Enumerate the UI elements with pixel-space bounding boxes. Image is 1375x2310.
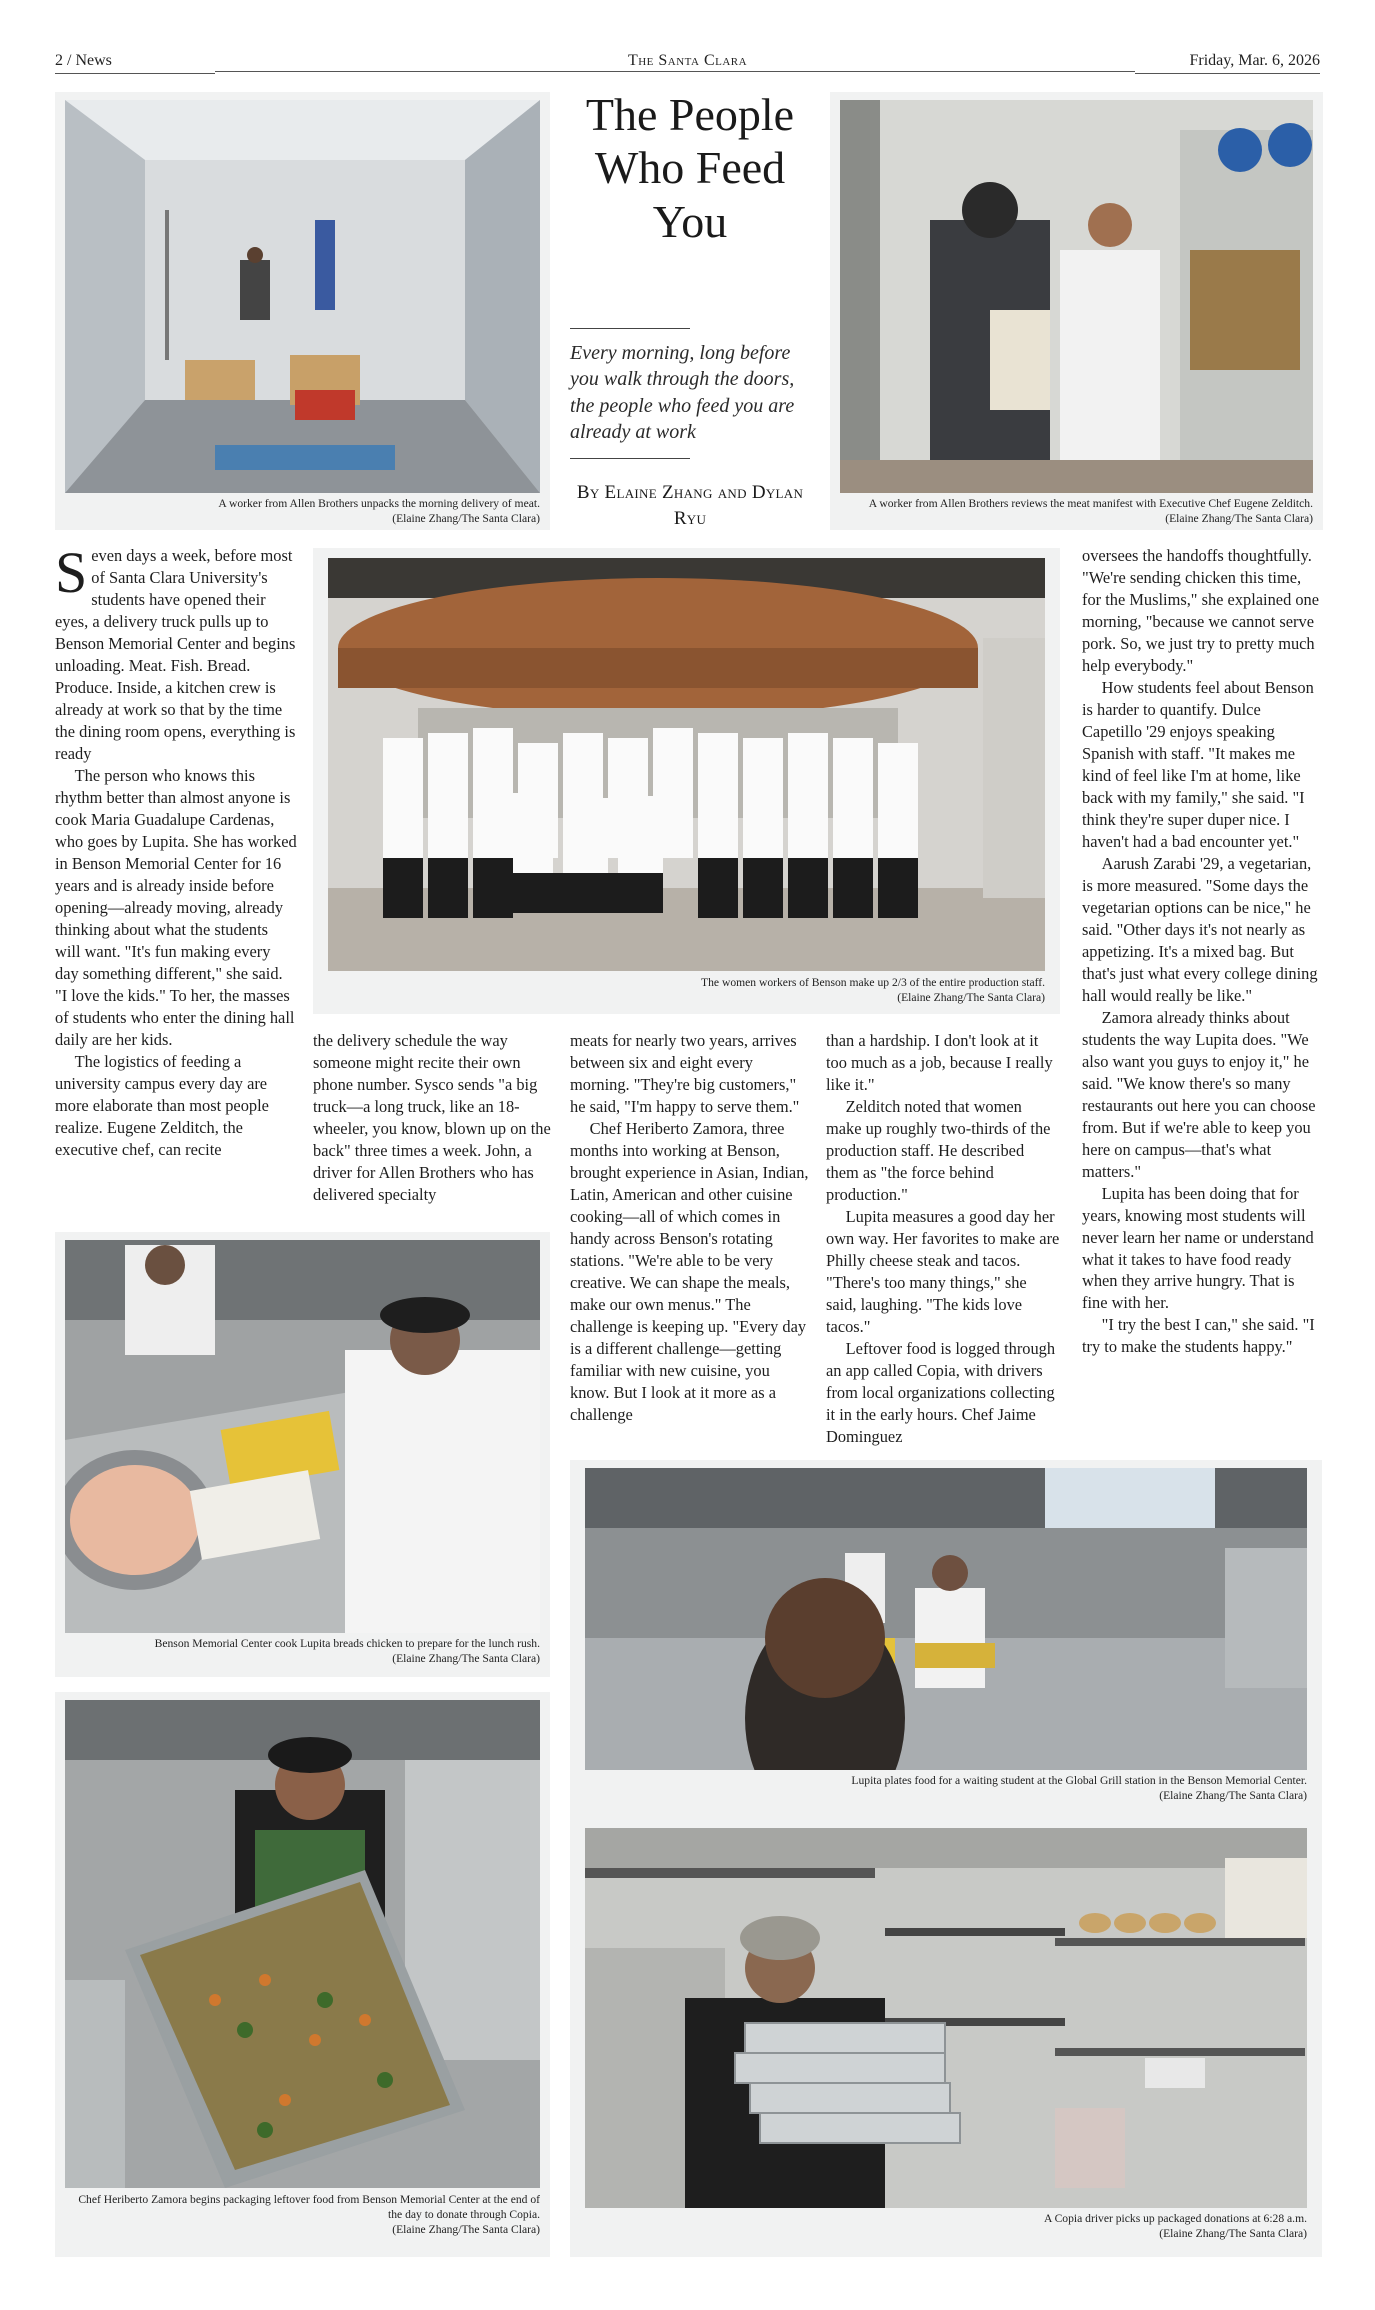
photo-caption-grill: Lupita plates food for a waiting student at the Global Grill station in the Benson Memorial Center. (Elaine Zhang/The Santa Clara) [851,1774,1307,1803]
article-paragraph: than a hardship. I don't look at it too much as a job, because I really like it." [826,1031,1053,1094]
article-paragraph: Seven days a week, before most of Santa Clara University's students have opened their eyes, a delivery truck pulls up to Benson Memorial Center and begins unloading. Meat. Fish. Bread. Produce. Inside, a kitchen crew is already at work so that by the time the dining room opens, everything is ready [55,540,296,763]
article-paragraph: oversees the handoffs thoughtfully. "We're sending chicken this time, for the Muslims," she explained one morning, "because we cannot serve pork. So, we just try to pretty much help everybody." [1082,546,1320,675]
article-paragraph: Zamora already thinks about students the way Lupita does. "We also want you guys to enjoy it," he said. "We know there's so many restaurants out here you can choose from. But if we're able to keep you here on campus—that's what matters." [1082,1007,1316,1181]
article-paragraph: Leftover food is logged through an app called Copia, with drivers from local organizations collecting it in the early hours. Chef Jaime Dominguez [826,1338,1056,1446]
photo-caption-truck: A worker from Allen Brothers unpacks the morning delivery of meat. (Elaine Zhang/The Santa Clara) [218,497,540,526]
photo-card-packaging [55,1692,550,2257]
women-staff-photo [328,558,1045,971]
section-label: 2 / News [55,52,112,69]
story-byline: By Elaine Zhang and Dylan Ryu [576,482,804,529]
photo-caption-manifest: A worker from Allen Brothers reviews the meat manifest with Executive Chef Eugene Zelditch. (Elaine Zhang/The Santa Clara) [868,497,1313,526]
photo-caption-packaging: Chef Heriberto Zamora begins packaging leftover food from Benson Memorial Center at the end of the day to donate through Copia. (Elaine Zhang/The Santa Clara) [78,2193,540,2237]
photo-card-manifest [830,92,1323,530]
article-column-2 [313,1030,555,1206]
photo-card-staff [313,548,1060,1014]
manifest-review-photo [840,100,1313,493]
header-rule-right [1135,73,1320,74]
photo-card-grill [570,1460,1322,1820]
article-paragraph: Chef Heriberto Zamora, three months into working at Benson, brought experience in Asian, Indian, Latin, American and other cuisine cooking—all of which comes in handy across Benson's rotating stations. "We're able to be very creative. We can shape the meals, make our own menus." The challenge is keeping up. "Every day is a different challenge—getting familiar with new cuisine, you know. But I look at it more as a challenge [570,1118,809,1424]
article-paragraph: Zelditch noted that women make up roughly two-thirds of the production staff. He described them as "the force behind production." [826,1096,1051,1204]
article-column-1 [55,540,297,1161]
article-paragraph: Lupita has been doing that for years, knowing most students will never learn her name or understand what it takes to have food ready when they arrive hungry. That is fine with her. [1082,1183,1314,1313]
photo-card-copia [570,1820,1322,2257]
header-rule-center [215,71,1135,72]
breading-chicken-photo [65,1240,540,1633]
article-paragraph: Aarush Zarabi '29, a vegetarian, is more measured. "Some days the vegetarian options can be nice," he said. "Other days it's not nearly as appetizing. It's a mixed bag. But that's just what every college dining hall would really be like." [1082,853,1318,1005]
article-column-5 [1082,545,1322,1358]
photo-caption-chicken: Benson Memorial Center cook Lupita breads chicken to prepare for the lunch rush. (Elaine Zhang/The Santa Clara) [154,1637,540,1666]
issue-date: Friday, Mar. 6, 2026 [1189,52,1320,69]
article-paragraph: The person who knows this rhythm better than almost anyone is cook Maria Guadalupe Cardenas, who goes by Lupita. She has worked in Benson Memorial Center for 16 years and is already inside before opening—already moving, already thinking about what the students will want. "It's fun making every day something different," she said. "I love the kids." To her, the masses of students who enter the dining hall daily are her kids. [55,765,297,1049]
article-column-3 [570,1030,812,1426]
article-paragraph: Lupita measures a good day her own way. Her favorites to make are Philly cheese steak and tacos. "There's too many things," she said, laughing. "The kids love tacos." [826,1206,1060,1336]
story-deck: Every morning, long before you walk through the doors, the people who feed you are already at work [570,342,795,444]
header-rule-left [55,73,215,74]
drop-cap: S [55,540,88,605]
article-paragraph: meats for nearly two years, arrives between six and eight every morning. "They're big customers," he said, "I'm happy to serve them." [570,1031,800,1116]
global-grill-photo [585,1468,1307,1770]
article-paragraph: the delivery schedule the way someone might recite their own phone number. Sysco sends "a big truck—a long truck, like an 18-wheeler, you know, blown up on the back" three times a week. John, a driver for Allen Brothers who has delivered specialty [313,1031,551,1204]
photo-caption-staff: The women workers of Benson make up 2/3 of the entire production staff. (Elaine Zhang/The Santa Clara) [701,976,1045,1005]
photo-caption-copia: A Copia driver picks up packaged donations at 6:28 a.m. (Elaine Zhang/The Santa Clara) [1043,2212,1307,2241]
packaging-leftovers-photo [65,1700,540,2188]
masthead: The Santa Clara [627,52,748,69]
headline-rule-bottom [570,458,690,459]
photo-card-chicken [55,1232,550,1677]
story-headline: The People Who Feed You [585,89,795,247]
article-paragraph: "I try the best I can," she said. "I try to make the students happy." [1082,1315,1315,1357]
article-paragraph: How students feel about Benson is harder to quantify. Dulce Capetillo '29 enjoys speaking Spanish with staff. "It makes me kind of feel like I'm at home, like back with my family," she said. "I think they're super duper nice. I haven't had a bad encounter yet." [1082,677,1314,851]
copia-driver-photo [585,1828,1307,2208]
photo-card-truck [55,92,550,530]
headline-rule-top [570,328,690,329]
truck-delivery-photo [65,100,540,493]
article-column-4 [826,1030,1060,1448]
article-paragraph: The logistics of feeding a university campus every day are more elaborate than most people realize. Eugene Zelditch, the executive chef, can recite [55,1051,269,1159]
